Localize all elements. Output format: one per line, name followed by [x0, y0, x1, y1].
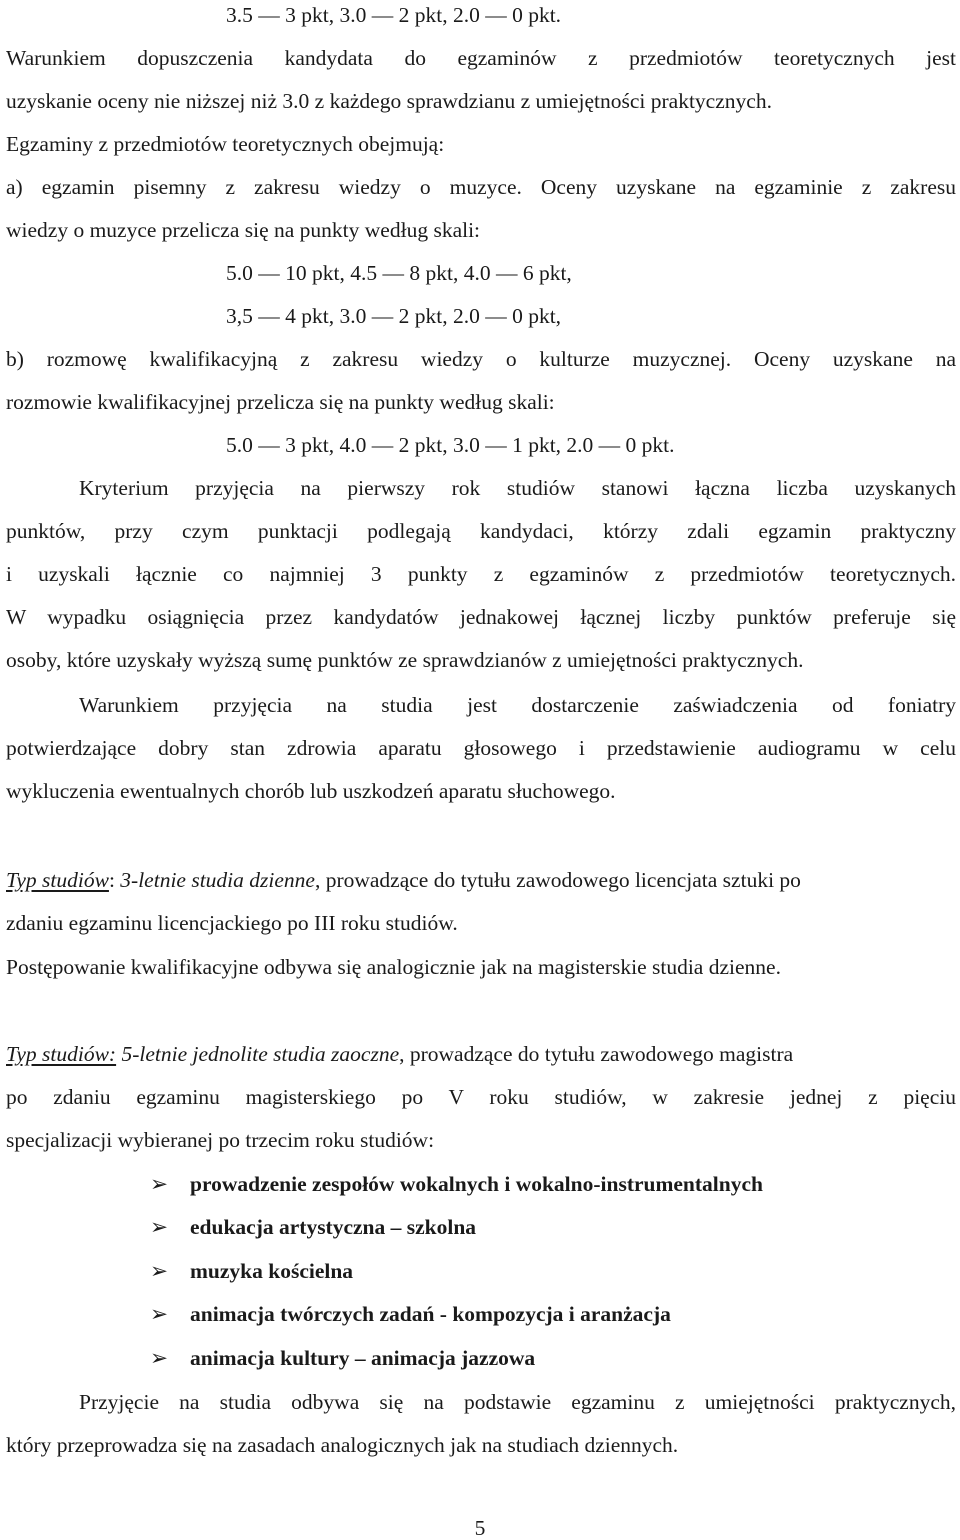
paragraph-line: uzyskanie oceny nie niższej niż 3.0 z każdego sprawdzianu z umiejętności praktycznych.	[6, 89, 772, 113]
paragraph-line: Przyjęcie na studia odbywa się na podstawie egzaminu z umiejętności praktycznych,	[79, 1390, 956, 1414]
paragraph-line: wiedzy o muzyce przelicza się na punkty według skali:	[6, 218, 481, 242]
study-type-colon: :	[108, 868, 115, 892]
study-type-description: , prowadzące do tytułu zawodowego magistra	[399, 1042, 794, 1066]
paragraph-line: po zdaniu egzaminu magisterskiego po V roku studiów, w zakresie jednej z pięciu	[6, 1085, 956, 1109]
arrow-bullet-icon: ➢	[150, 1302, 169, 1326]
paragraph-line: potwierdzające dobry stan zdrowia aparatu głosowego i przedstawienie audiogramu w celu	[6, 736, 956, 760]
paragraph-line: i uzyskali łącznie co najmniej 3 punkty z egzaminów z przedmiotów teoretycznych.	[6, 562, 956, 586]
paragraph-line: wykluczenia ewentualnych chorób lub uszkodzeń aparatu słuchowego.	[6, 779, 616, 803]
arrow-bullet-icon: ➢	[150, 1259, 169, 1283]
study-type-label: Typ studiów:	[6, 1042, 117, 1066]
study-type-line-1	[6, 868, 956, 892]
list-item: ➢ muzyka kościelna	[150, 1259, 354, 1283]
study-type-name: 5-letnie jednolite studia zaoczne	[121, 1042, 400, 1066]
paragraph-line: zdaniu egzaminu licencjackiego po III roku studiów.	[6, 911, 458, 935]
arrow-bullet-icon: ➢	[150, 1346, 169, 1370]
study-type-line-2	[6, 1042, 956, 1066]
paragraph-line: punktów, przy czym punktacji podlegają kandydaci, którzy zdali egzamin praktyczny	[6, 519, 956, 543]
list-item: ➢ prowadzenie zespołów wokalnych i wokalno-instrumentalnych	[150, 1172, 763, 1196]
study-type-name: 3-letnie studia dzienne	[120, 868, 315, 892]
study-type-label: Typ studiów	[6, 868, 109, 892]
paragraph-line: osoby, które uzyskały wyższą sumę punktów ze sprawdzianów z umiejętności praktycznych.	[6, 648, 804, 672]
paragraph-line: który przeprowadza się na zasadach analogicznych jak na studiach dziennych.	[6, 1433, 679, 1457]
paragraph-line: Postępowanie kwalifikacyjne odbywa się analogicznie jak na magisterskie studia dzienne.	[6, 955, 781, 979]
scale-line: 3,5 — 4 pkt, 3.0 — 2 pkt, 2.0 — 0 pkt,	[226, 304, 562, 328]
paragraph-line: a) egzamin pisemny z zakresu wiedzy o muzyce. Oceny uzyskane na egzaminie z zakresu	[6, 175, 956, 199]
paragraph-line: b) rozmowę kwalifikacyjną z zakresu wiedzy o kulturze muzycznej. Oceny uzyskane na	[6, 347, 956, 371]
arrow-bullet-icon: ➢	[150, 1215, 169, 1239]
scale-line-top: 3.5 — 3 pkt, 3.0 — 2 pkt, 2.0 — 0 pkt.	[226, 3, 562, 27]
paragraph-line: rozmowie kwalifikacyjnej przelicza się na punkty według skali:	[6, 390, 555, 414]
study-type-description: , prowadzące do tytułu zawodowego licencjata sztuki po	[314, 868, 801, 892]
list-item: ➢ edukacja artystyczna – szkolna	[150, 1215, 477, 1239]
scale-line: 5.0 — 10 pkt, 4.5 — 8 pkt, 4.0 — 6 pkt,	[226, 261, 572, 285]
paragraph-line: Warunkiem dopuszczenia kandydata do egzaminów z przedmiotów teoretycznych jest	[6, 46, 956, 70]
paragraph-line: Kryterium przyjęcia na pierwszy rok studiów stanowi łączna liczba uzyskanych	[79, 476, 956, 500]
paragraph-line: specjalizacji wybieranej po trzecim roku studiów:	[6, 1128, 435, 1152]
paragraph-line: Warunkiem przyjęcia na studia jest dostarczenie zaświadczenia od foniatry	[79, 693, 956, 717]
list-item: ➢ animacja kultury – animacja jazzowa	[150, 1346, 536, 1370]
arrow-bullet-icon: ➢	[150, 1172, 169, 1196]
paragraph-line: W wypadku osiągnięcia przez kandydatów jednakowej łącznej liczby punktów preferuje się	[6, 605, 956, 629]
paragraph-line: Egzaminy z przedmiotów teoretycznych obejmują:	[6, 132, 445, 156]
page-number: 5	[474, 1516, 486, 1540]
list-item: ➢ animacja twórczych zadań - kompozycja i aranżacja	[150, 1302, 671, 1326]
scale-line: 5.0 — 3 pkt, 4.0 — 2 pkt, 3.0 — 1 pkt, 2.0 — 0 pkt.	[226, 433, 675, 457]
